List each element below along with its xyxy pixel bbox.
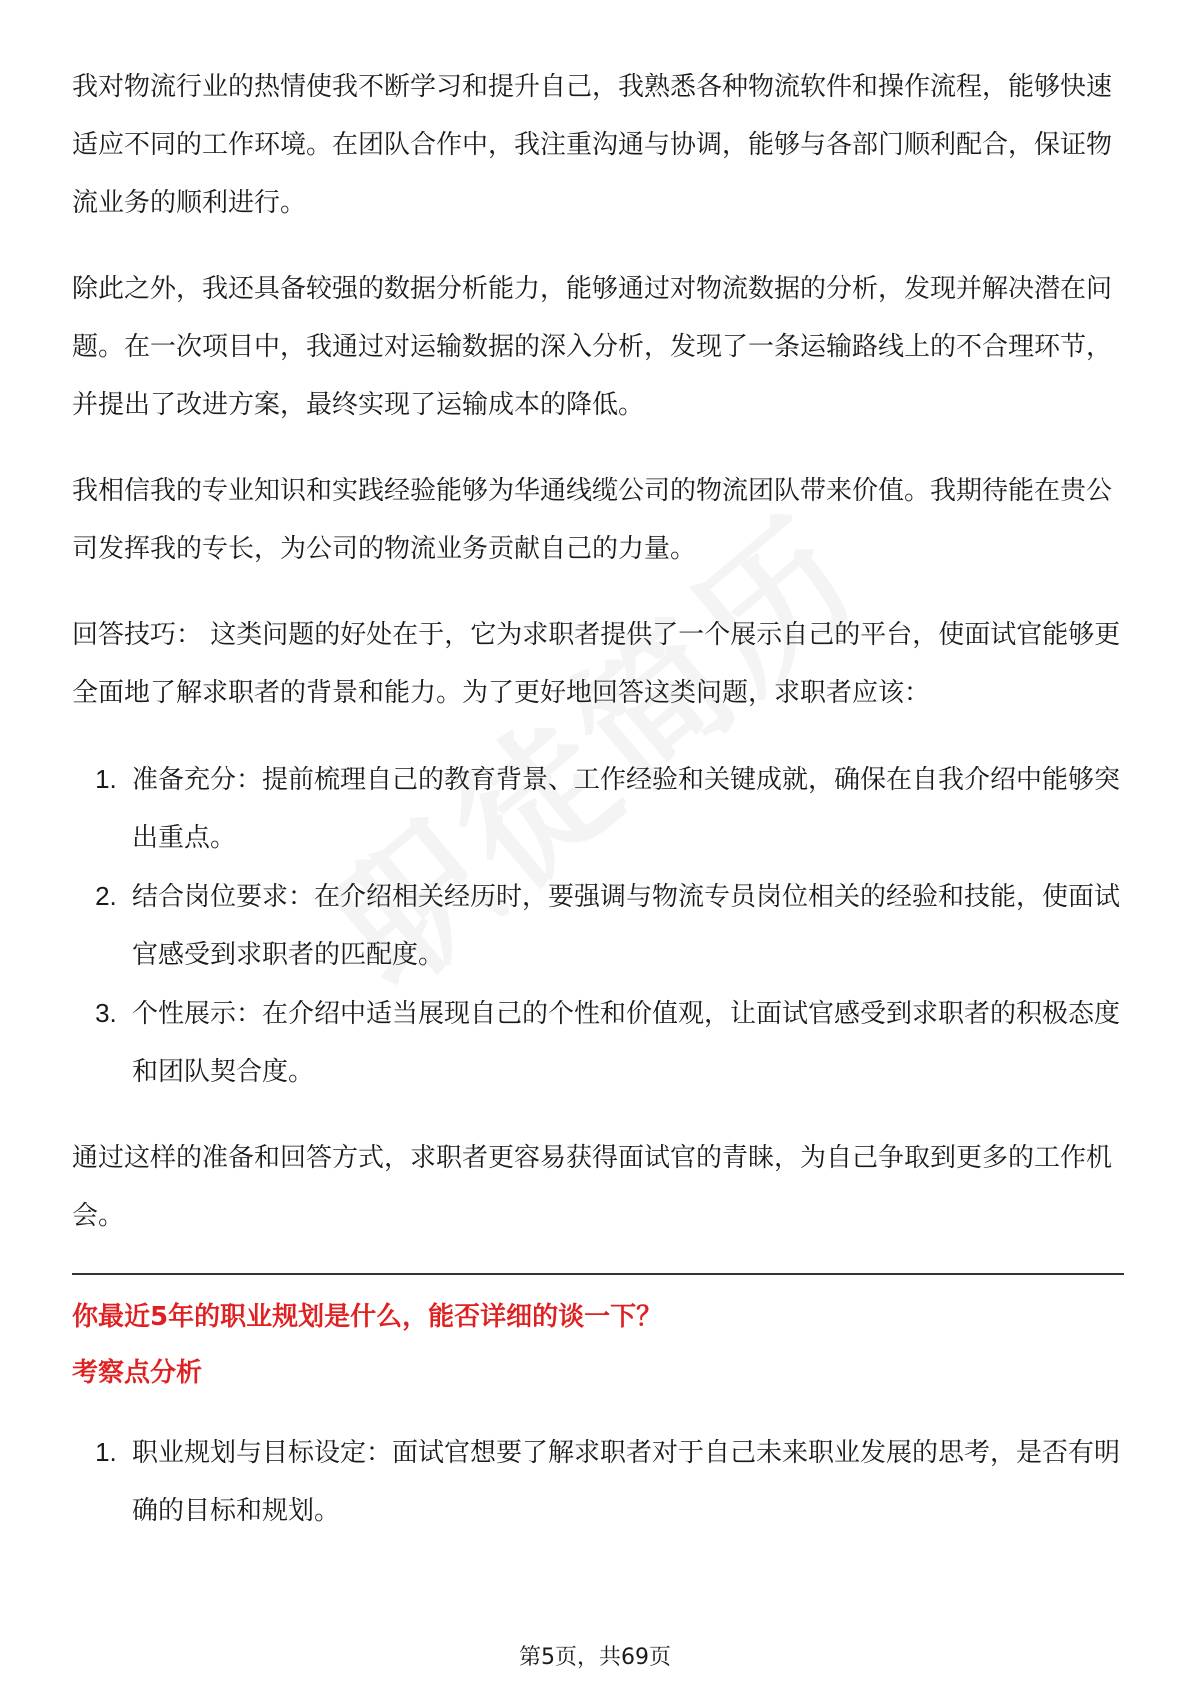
paragraph-value: 我相信我的专业知识和实践经验能够为华通线缆公司的物流团队带来价值。我期待能在贵公司发挥我的专长，为公司的物流业务贡献自己的力量。 [72,476,1113,564]
analysis-heading: 考察点分析 [72,1358,203,1388]
paragraph-answer-tips: 回答技巧： 这类问题的好处在于，它为求职者提供了一个展示自己的平台，使面试官能够更全面地了解求职者的背景和能力。为了更好地回答这类问题，求职者应该： [72,620,1121,708]
paragraph-data-analysis: 除此之外，我还具备较强的数据分析能力，能够通过对物流数据的分析，发现并解决潜在问题。在一次项目中，我通过对运输数据的深入分析，发现了一条运输路线上的不合理环节，并提出了改进方案，最终实现了运输成本的降低。 [72,274,1113,420]
section-divider [72,1273,1124,1275]
analysis-list [72,1423,1124,1540]
paragraph-passion: 我对物流行业的热情使我不断学习和提升自己，我熟悉各种物流软件和操作流程，能够快速适应不同的工作环境。在团队合作中，我注重沟通与协调，能够与各部门顺利配合，保证物流业务的顺利进行。 [72,72,1113,218]
question-heading: 你最近5年的职业规划是什么，能否详细的谈一下？ [72,1302,663,1332]
paragraph-closing: 通过这样的准备和回答方式，求职者更容易获得面试官的青睐，为自己争取到更多的工作机会。 [72,1143,1113,1231]
list-item: 2. 结合岗位要求：在介绍相关经历时，要强调与物流专员岗位相关的经验和技能，使面试官感受到求职者的匹配度。 [124,867,1124,984]
page-footer: 第5页，共69页 [519,1645,671,1670]
list-item: 3. 个性展示：在介绍中适当展现自己的个性和价值观，让面试官感受到求职者的积极态度和团队契合度。 [124,984,1124,1101]
list-item: 1. 职业规划与目标设定：面试官想要了解求职者对于自己未来职业发展的思考，是否有明确的目标和规划。 [124,1423,1124,1540]
list-item: 1. 准备充分：提前梳理自己的教育背景、工作经验和关键成就，确保在自我介绍中能够突出重点。 [124,750,1124,867]
document-body [72,58,1124,1568]
tips-list [72,750,1124,1101]
